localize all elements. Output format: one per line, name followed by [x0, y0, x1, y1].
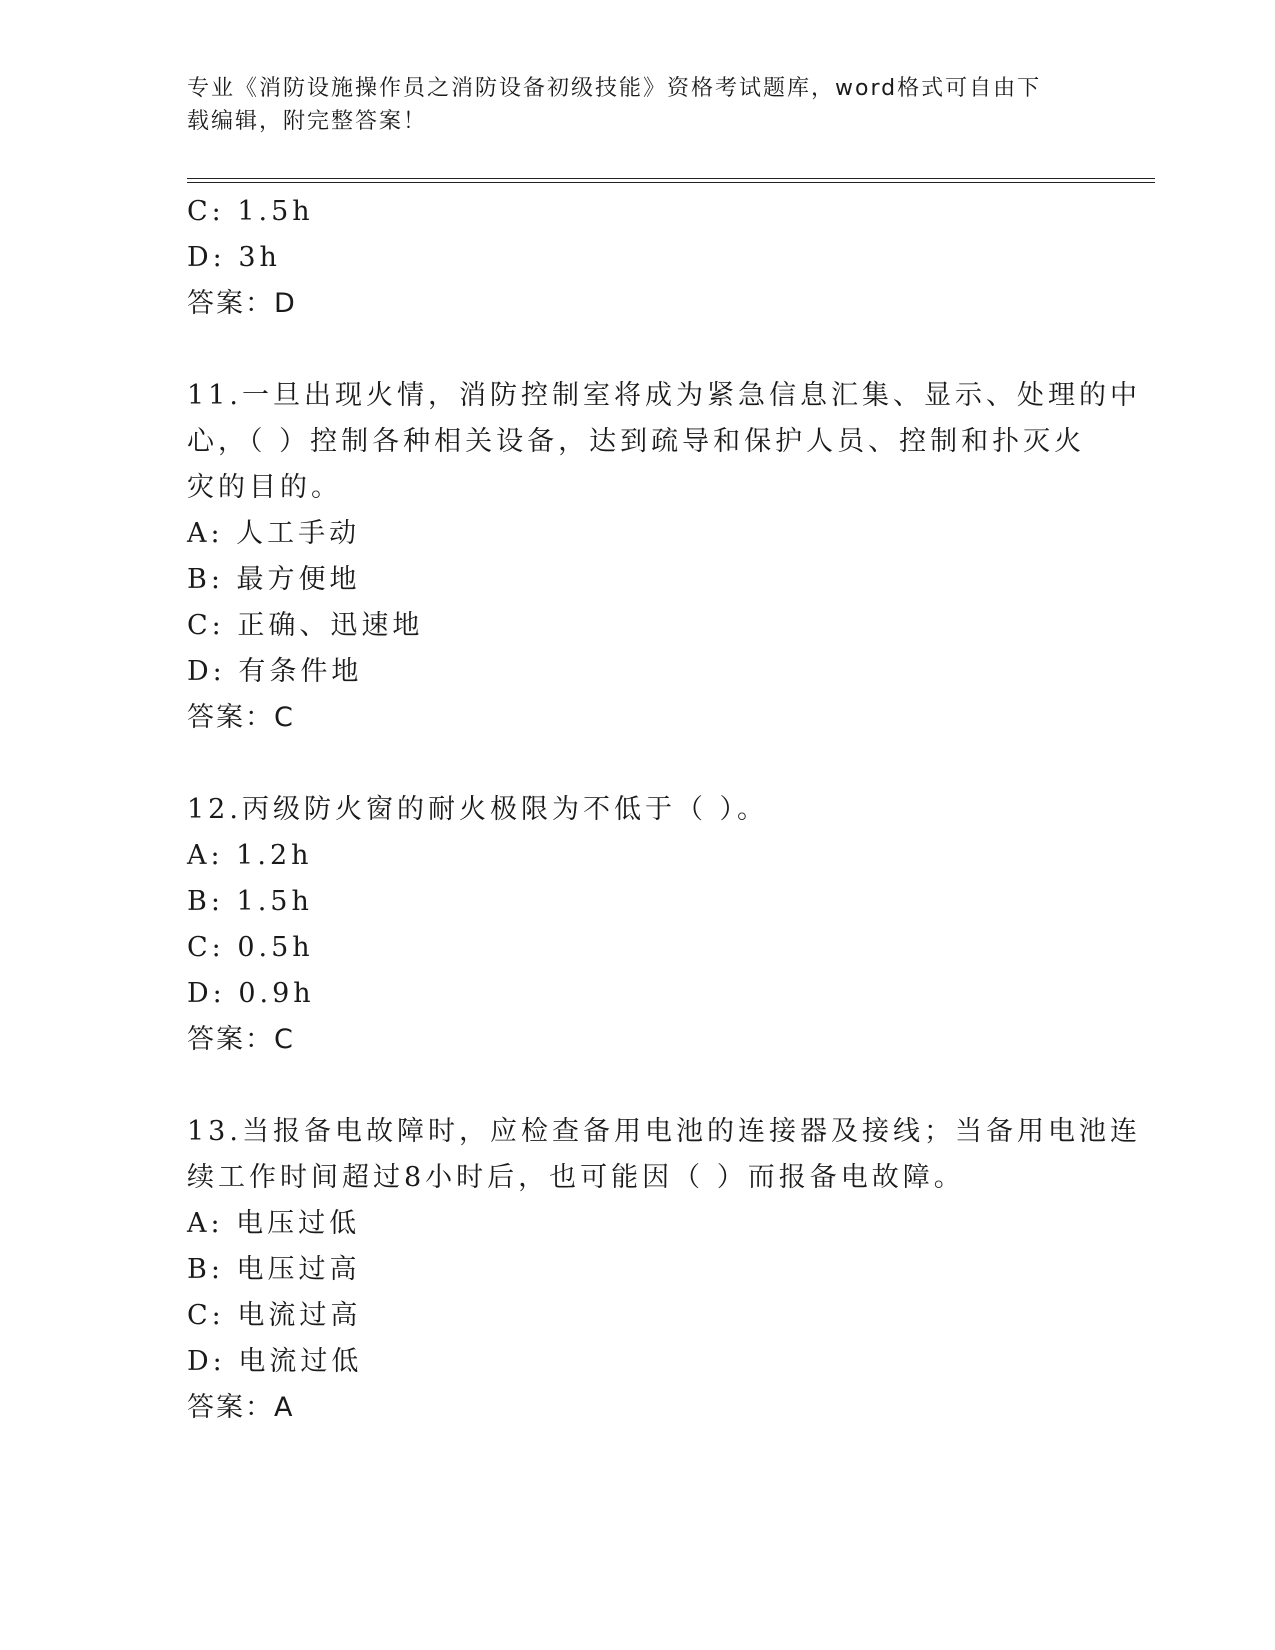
option-d: D: 3h — [187, 242, 281, 273]
answer-line: 答案：D — [187, 288, 297, 319]
answer-line: 答案：A — [187, 1392, 295, 1423]
option-b: B: 1.5h — [187, 886, 313, 917]
option-c: C: 1.5h — [187, 196, 314, 227]
question-text-line: 灾的目的。 — [187, 472, 342, 503]
question-11 — [187, 373, 1141, 741]
partial-question — [187, 189, 1087, 327]
option-b: B: 电压过高 — [187, 1254, 361, 1285]
question-content — [187, 189, 1141, 1431]
option-c: C: 正确、迅速地 — [187, 610, 424, 641]
question-12 — [187, 787, 1087, 1063]
spacer — [187, 327, 1087, 373]
answer-line: 答案：C — [187, 702, 295, 733]
spacer — [187, 741, 1087, 787]
question-text-line: 续工作时间超过8小时后，也可能因（ ）而报备电故障。 — [187, 1162, 965, 1193]
option-d: D: 0.9h — [187, 978, 315, 1009]
question-text-line: 11.一旦出现火情，消防控制室将成为紧急信息汇集、显示、处理的中 — [187, 380, 1141, 411]
question-text-line: 12.丙级防火窗的耐火极限为不低于（ ）。 — [187, 794, 769, 825]
option-d: D: 电流过低 — [187, 1346, 363, 1377]
option-d: D: 有条件地 — [187, 656, 363, 687]
question-13 — [187, 1109, 1141, 1431]
option-c: C: 0.5h — [187, 932, 314, 963]
page-header — [187, 72, 1067, 138]
header-divider — [187, 178, 1155, 183]
header-line-2: 载编辑，附完整答案！ — [187, 109, 428, 134]
option-a: A: 电压过低 — [187, 1208, 361, 1239]
question-text-line: 心，（ ）控制各种相关设备，达到疏导和保护人员、控制和扑灭火 — [187, 426, 1086, 457]
option-b: B: 最方便地 — [187, 564, 361, 595]
spacer — [187, 1063, 1087, 1109]
option-c: C: 电流过高 — [187, 1300, 362, 1331]
answer-line: 答案：C — [187, 1024, 295, 1055]
option-a: A: 人工手动 — [187, 518, 361, 549]
option-a: A: 1.2h — [187, 840, 313, 871]
question-text-line: 13.当报备电故障时，应检查备用电池的连接器及接线；当备用电池连 — [187, 1116, 1141, 1147]
header-line-1: 专业《消防设施操作员之消防设备初级技能》资格考试题库，word格式可自由下 — [187, 76, 1042, 101]
